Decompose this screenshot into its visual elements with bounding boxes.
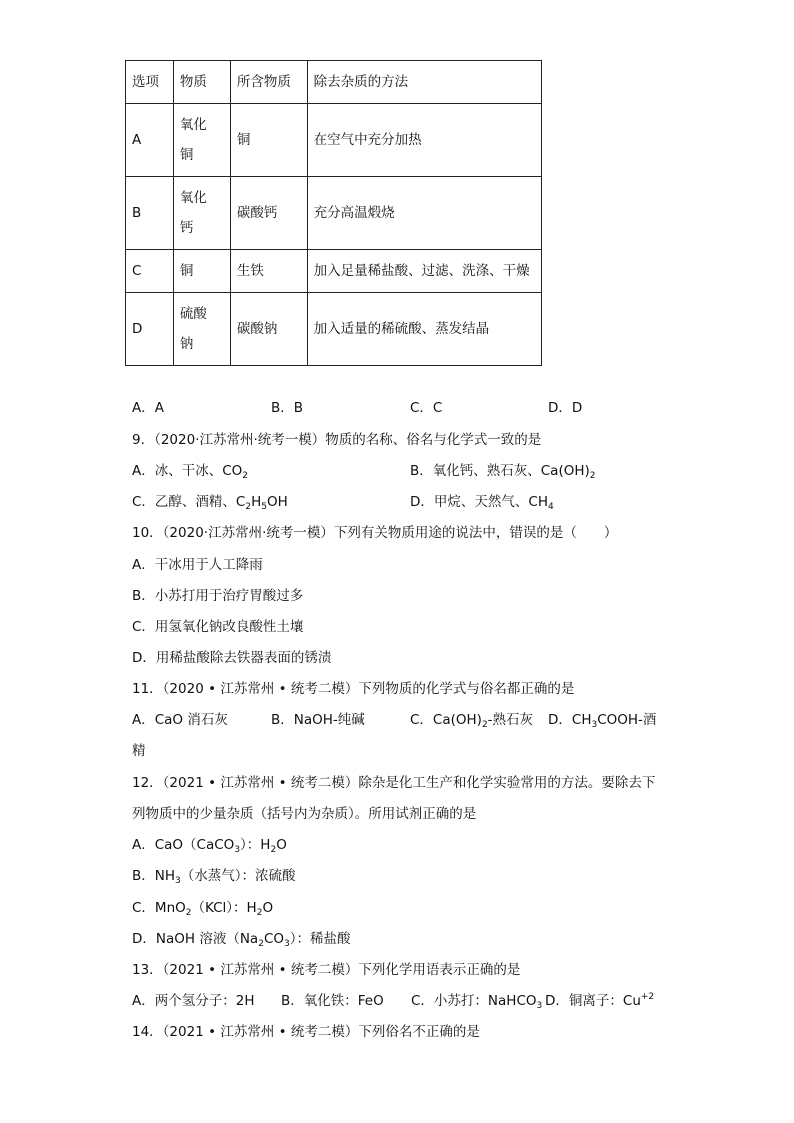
q13-option-d: D．铜离子：$Cu^{+2}$ [545,992,655,1009]
header-cell: 物质 [173,61,230,104]
q9-option-a: A．冰、干冰、$CO_2$ [132,463,249,481]
q12-option-b: B．$NH_3$（水蒸气）：浓硫酸 [132,868,296,886]
q12-stem-line2: 列物质中的少量杂质（括号内为杂质）。所用试剂正确的是 [132,806,477,822]
q8-option-b: B．B [271,400,304,416]
table-row [126,293,542,366]
substance-cell [173,104,230,177]
q12-option-a: A．CaO（CaCO$_3$）：$H_2O$ [132,837,287,855]
option-cell: A [126,104,174,177]
header-cell: 选项 [126,61,174,104]
q10-option-a: A．干冰用于人工降雨 [132,557,263,573]
q13-option-c: C．小苏打：NaHCO$_3$ [411,993,543,1011]
table-row [126,250,542,293]
q13-option-a: A．两个氢分子：2H [132,993,255,1009]
q8-option-c: C．C [410,400,443,416]
q12-stem-line1: 12．（2021 • 江苏常州 • 统考二模）除杂是化工生产和化学实验常用的方法。要除去下 [132,775,656,791]
method-cell: 加入适量的稀硫酸、蒸发结晶 [307,293,541,366]
q11-option-d-wrap: 精 [132,743,146,759]
q11-option-c: C．$Ca(OH)_2-$熟石灰 [410,712,534,730]
substance-text: 氧化铜 [179,117,207,163]
purification-table [125,60,542,366]
q9-stem: 9．（2020·江苏常州·统考一模）物质的名称、俗名与化学式一致的是 [132,432,542,448]
table-row [126,177,542,250]
method-cell: 加入足量稀盐酸、过滤、洗涤、干燥 [307,250,541,293]
impurity-cell: 碳酸钠 [230,293,307,366]
q11-option-a: A．CaO 消石灰 [132,712,228,728]
substance-text: 铜 [179,263,194,279]
table-header-row [126,61,542,104]
option-cell: C [126,250,174,293]
q9-option-d: D．甲烷、天然气、$CH_4$ [410,494,554,512]
header-cell: 所含物质 [230,61,307,104]
q12-option-d: D．NaOH 溶液$(Na_2CO_3)$：稀盐酸 [132,931,351,949]
option-cell: B [126,177,174,250]
q11-stem: 11．（2020 • 江苏常州 • 统考二模）下列物质的化学式与俗名都正确的是 [132,681,575,697]
header-cell: 除去杂质的方法 [307,61,541,104]
q9-option-b: B．氧化钙、熟石灰、$Ca(OH)_2$ [410,463,596,481]
impurity-cell: 碳酸钙 [230,177,307,250]
q14-stem: 14．（2021 • 江苏常州 • 统考二模）下列俗名不正确的是 [132,1024,480,1040]
substance-cell [173,293,230,366]
option-cell: D [126,293,174,366]
q10-stem: 10．（2020·江苏常州·统考一模）下列有关物质用途的说法中，错误的是（ ） [132,525,618,541]
impurity-cell: 生铁 [230,250,307,293]
q12-option-c: C．MnO$_2$（KCl）：$H_2O$ [132,900,274,918]
q10-option-b: B．小苏打用于治疗胃酸过多 [132,588,304,604]
q10-option-c: C．用氢氧化钠改良酸性土壤 [132,619,304,635]
substance-cell [173,250,230,293]
q8-option-a: A．A [132,400,164,416]
q9-option-c: C．乙醇、酒精、$C_2H_5OH$ [132,494,288,512]
substance-text: 氧化钙 [179,190,207,236]
substance-text: 硫酸钠 [179,306,207,352]
q13-stem: 13．（2021 • 江苏常州 • 统考二模）下列化学用语表示正确的是 [132,962,521,978]
substance-cell [173,177,230,250]
q13-option-b: B．氧化铁：FeO [281,993,384,1009]
q8-option-d: D．D [548,400,583,416]
table-row [126,104,542,177]
method-cell: 充分高温煅烧 [307,177,541,250]
q10-option-d: D．用稀盐酸除去铁器表面的锈渍 [132,650,332,666]
method-cell: 在空气中充分加热 [307,104,541,177]
q11-option-d: D．$CH_3COOH-$酒 [548,712,657,730]
impurity-cell: 铜 [230,104,307,177]
q11-option-b: B．NaOH-纯碱 [271,712,365,728]
